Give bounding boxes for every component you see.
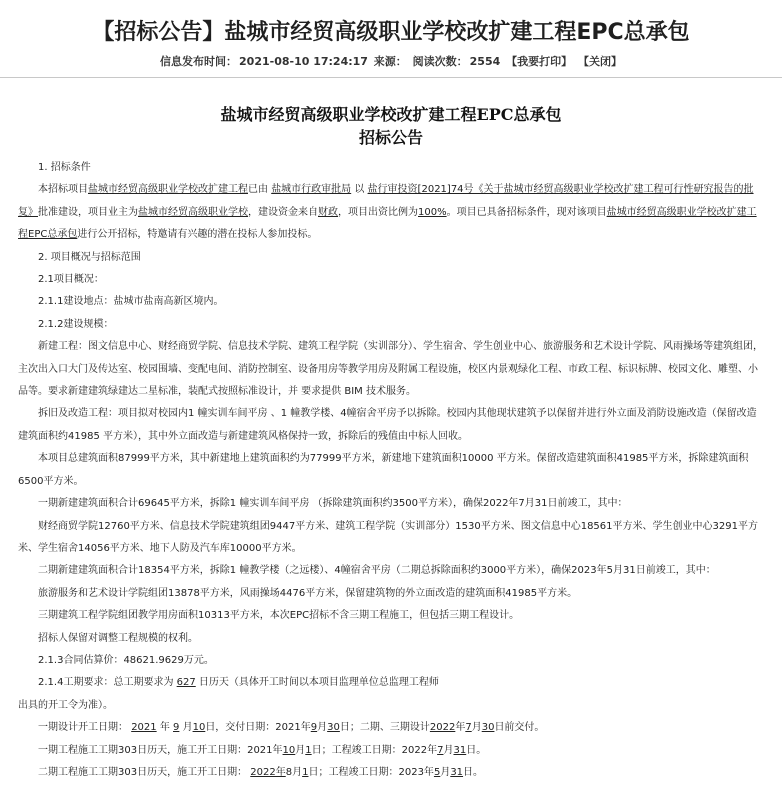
document-title-line-1: 盐城市经贸高级职业学校改扩建工程EPC总承包 <box>220 105 562 124</box>
phase-2-construction-schedule <box>18 762 764 784</box>
publish-time-label: 信息发布时间： <box>160 55 238 68</box>
total-area-paragraph: 本项目总建筑面积87999平方米，其中新建地上建筑面积约为77999平方米，新建地下建筑面积10000 平方米。保留改造建筑面积41985平方米，拆除建筑面积6500平方米。 <box>18 453 749 487</box>
date-year: 2022 <box>429 722 456 734</box>
date-month: 7 <box>465 722 472 734</box>
text-run: 日，交付日期：2021年 <box>205 722 311 734</box>
funding-source: 财政 <box>318 206 338 218</box>
text-run: 日；二期、三期设计 <box>339 722 430 734</box>
text-run: ，建设资金来自 <box>248 206 318 218</box>
header-divider <box>0 77 782 78</box>
text-run: 批准建设，项目业主为 <box>38 206 138 218</box>
date-day: 1 <box>302 766 309 778</box>
document-title-line-2: 招标公告 <box>358 128 423 147</box>
tender-conditions-paragraph <box>18 179 764 246</box>
date-day: 31 <box>453 744 467 756</box>
date-day: 10 <box>192 722 206 734</box>
date-day: 1 <box>305 744 312 756</box>
section-1-heading: 1. 招标条件 <box>38 162 91 173</box>
text-run: 本招标项目 <box>38 184 88 196</box>
text-run: 年 <box>455 722 466 734</box>
new-construction-paragraph: 新建工程：图文信息中心、财经商贸学院、信息技术学院、建筑工程学院（实训部分）、学生宿舍、学生创业中心、旅游服务和艺术设计学院、风雨操场等建筑组团，主次出入口大门及传达室、校园围墙、变配电间、消防控制室、设备用房等教学用房及附属工程设施，校区内景观绿化工程、市政工程、标识标牌、校园文化、雕塑、小品等。要求新建建筑绿建达二星标准，装配式按照标准设计，并 要求提供 BIM 技术服务。 <box>18 341 763 398</box>
text-run: 日。 <box>463 766 484 778</box>
design-schedule <box>18 717 764 739</box>
section-2-heading: 2. 项目概况与招标范围 <box>38 251 141 263</box>
phase-1-detail: 财经商贸学院12760平方米、信息技术学院建筑组团9447平方米、建筑工程学院（实训部分）1530平方米、图文信息中心18561平方米、学生创业中心3291平方米、学生宿舍14056平方米、地下人防及汽车库10000平方米。 <box>18 520 758 554</box>
date-year: 2022年 <box>250 766 286 778</box>
text-run: 日前交付。 <box>494 722 545 734</box>
text-run: 已由 <box>248 184 268 196</box>
text-run: 二期工程施工工期303日历天，施工开工日期： <box>38 766 248 778</box>
total-duration: 627 <box>176 677 196 689</box>
text-run: 一期设计开工日期： <box>38 722 128 734</box>
text-run: 。项目已具备招标条件，现对该项目 <box>446 206 607 218</box>
date-month: 9 <box>310 722 318 734</box>
date-day: 31 <box>450 766 464 778</box>
approval-document: 盐行审投资[2021]74号《关于盐城市经贸高级职业学校改扩建工程可行性研究报告的批复》 <box>18 184 754 218</box>
view-count: 2554 <box>469 55 501 68</box>
phase-2-paragraph: 二期新建建筑面积合计18354平方米，拆除1 幢教学楼（之远楼）、4幢宿舍平房（二期总拆除面积约3000平方米），确保2023年5月31日前竣工，其中： <box>38 565 716 577</box>
text-run: 月 <box>295 744 306 756</box>
text-run: 一期工程施工工期303日历天，施工开工日期：2021年 <box>38 744 283 756</box>
text-run: 日。 <box>466 744 487 756</box>
document-title <box>0 103 782 149</box>
document-body <box>0 157 782 784</box>
date-month: 9 <box>173 722 180 734</box>
date-year: 2021 <box>131 722 157 734</box>
demolition-paragraph: 拆旧及改造工程：项目拟对校园内1 幢实训车间平房 、1 幢教学楼、4幢宿舍平房予以拆除。校园内其他现状建筑予以保留并进行外立面及消防设施改造（保留改造建筑面积约41985 平方米），其中外立面改造与新建建筑风格保持一致，拆除后的残值由中标人回收。 <box>18 408 757 442</box>
views-label: 阅读次数： <box>412 55 468 68</box>
text-run: 月 <box>292 766 303 778</box>
scale-rights-paragraph: 招标人保留对调整工程规模的权利。 <box>38 632 198 644</box>
text-run: 2.1.4工期要求：总工期要求为 <box>38 677 174 689</box>
text-run: 月 <box>471 722 482 734</box>
date-month: 10 <box>282 744 296 756</box>
article-meta <box>0 54 782 70</box>
text-run: 年 <box>159 722 170 734</box>
page-title: 【招标公告】盐城市经贸高级职业学校改扩建工程EPC总承包 <box>92 20 690 45</box>
text-run: 进行公开招标，特邀请有兴趣的潜在投标人参加投标。 <box>77 229 318 241</box>
duration-paragraph <box>18 672 764 694</box>
phase-2-detail: 旅游服务和艺术设计学院组团13878平方米，风雨操场4476平方米，保留建筑物的外立面改造的建筑面积41985平方米。 <box>38 587 578 599</box>
source-label: 来源： <box>373 55 407 68</box>
construction-scale-heading: 2.1.2建设规模： <box>38 318 114 330</box>
text-run: 日历天（具体开工时间以本项目监理单位总监理工程师 <box>198 677 439 689</box>
funding-ratio: 100% <box>418 206 447 218</box>
text-run: 月 <box>182 722 193 734</box>
text-run: 日；工程竣工日期：2022年 <box>311 744 438 756</box>
duration-paragraph-end: 出具的开工令为准）。 <box>18 699 113 711</box>
section-2-1-heading: 2.1项目概况： <box>38 274 104 286</box>
phase-1-construction-schedule <box>18 740 764 762</box>
text-run: 月 <box>443 744 454 756</box>
date-day: 30 <box>481 722 495 734</box>
text-run: 日；工程竣工日期：2023年 <box>308 766 434 778</box>
phase-3-paragraph: 三期建筑工程学院组团教学用房面积10313平方米，本次EPC招标不含三期工程施工，但包括三期工程设计。 <box>38 610 520 622</box>
project-owner: 盐城市经贸高级职业学校 <box>138 206 248 218</box>
contract-estimate: 2.1.3合同估算价：48621.9629万元。 <box>38 654 214 666</box>
tender-project-name: 盐城市经贸高级职业学校改扩建工程EPC总承包 <box>18 206 757 241</box>
approval-authority: 盐城市行政审批局 <box>271 184 352 196</box>
text-run: 月 <box>317 722 328 734</box>
publish-time: 2021-08-10 17:24:17 <box>239 55 368 68</box>
date-day: 30 <box>327 722 340 734</box>
phase-1-paragraph: 一期新建建筑面积合计69645平方米，拆除1 幢实训车间平房 （拆除建筑面积约3500平方米），确保2022年7月31日前竣工，其中： <box>38 498 628 510</box>
close-link[interactable]: 【关闭】 <box>577 55 622 68</box>
construction-location: 2.1.1建设地点：盐城市盐南高新区境内。 <box>38 296 224 308</box>
text-run: ，项目出资比例为 <box>338 206 418 218</box>
text-run: 以 <box>354 184 365 196</box>
date-month: 8 <box>285 766 293 778</box>
print-link[interactable]: 【我要打印】 <box>506 55 573 68</box>
date-month: 5 <box>433 766 441 778</box>
text-run: 月 <box>440 766 451 778</box>
project-name: 盐城市经贸高级职业学校改扩建工程 <box>88 184 248 196</box>
date-month: 7 <box>437 744 444 756</box>
